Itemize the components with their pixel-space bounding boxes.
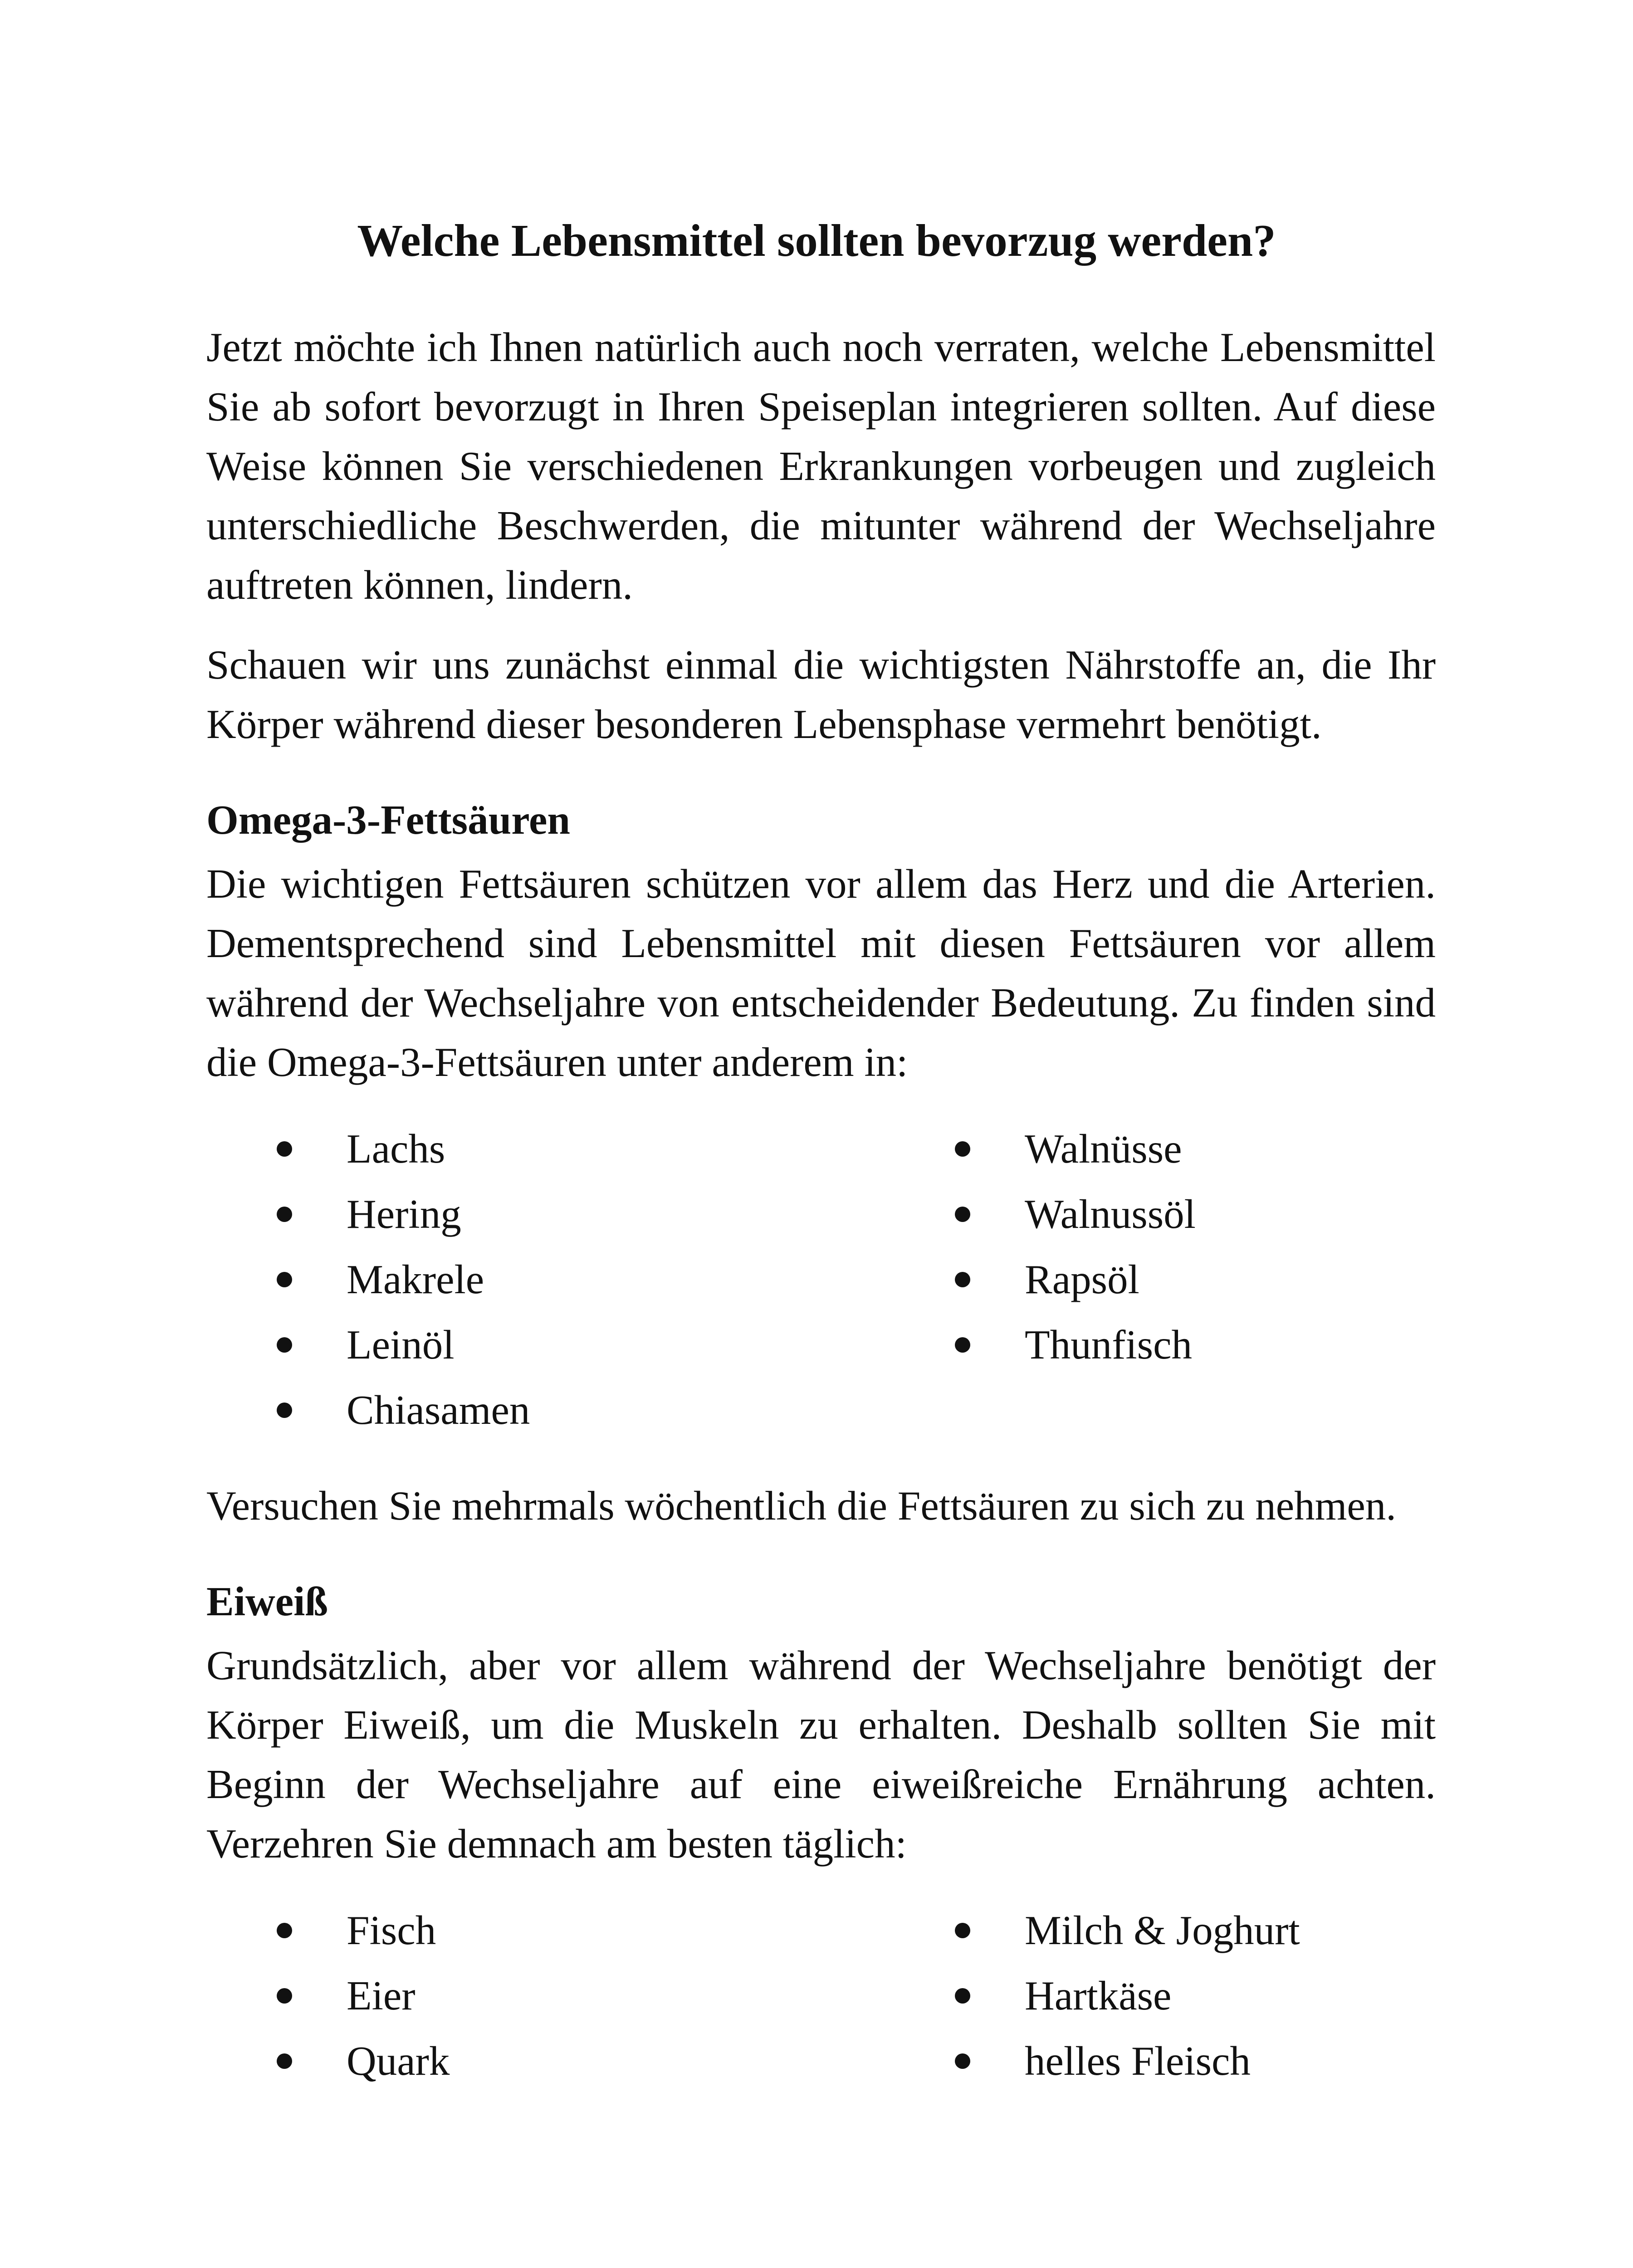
list-item [206, 1184, 885, 1244]
page-title: Welche Lebensmittel sollten bevorzug werden? [357, 215, 1276, 266]
bullet-icon [277, 1141, 292, 1157]
omega3-paragraph: Die wichtigen Fettsäuren schützen vor allem das Herz und die Arterien. Dementsprechend sind Lebensmittel mit diesen Fettsäuren vor allem während der Wechseljahre von entscheidender Bedeutung. Zu finden sind die Omega-3-Fettsäuren unter anderem in: [206, 861, 1436, 1085]
list-item-label: Walnüsse [1025, 1126, 1182, 1172]
list-item [206, 1901, 885, 1960]
bullet-icon [277, 1923, 292, 1938]
list-item [206, 1315, 885, 1374]
bullet-icon [955, 1337, 970, 1353]
list-item [885, 1184, 1436, 1244]
eiweiss-food-list [206, 1901, 1436, 2091]
bullet-icon [277, 1988, 292, 2004]
list-item [885, 1250, 1436, 1309]
intro-paragraph-1: Jetzt möchte ich Ihnen natürlich auch noch verraten, welche Lebensmittel Sie ab sofort bevorzugt in Ihren Speiseplan integrieren sollten. Auf diese Weise können Sie verschiedenen Erkrankungen vorbeugen und zugleich unterschiedliche Beschwerden, die mitunter während der Wechseljahre auftreten können, lindern. [206, 324, 1436, 608]
bullet-icon [955, 1272, 970, 1287]
bullet-icon [955, 2053, 970, 2069]
page-number [0, 2259, 1633, 2268]
intro-paragraph-2: Schauen wir uns zunächst einmal die wichtigsten Nährstoffe an, die Ihr Körper während dieser besonderen Lebensphase vermehrt benötigt. [206, 642, 1436, 747]
omega3-food-list [206, 1119, 1436, 1440]
bullet-icon [955, 1923, 970, 1938]
bullet-icon [955, 1988, 970, 2004]
list-item-label: Leinöl [347, 1322, 455, 1368]
list-item-label: Eier [347, 1973, 416, 2019]
list-item [206, 1966, 885, 2025]
bullet-icon [277, 1272, 292, 1287]
list-item-label: Lachs [347, 1126, 445, 1172]
eiweiss-paragraph: Grundsätzlich, aber vor allem während der Wechseljahre benötigt der Körper Eiweiß, um die Muskeln zu erhalten. Deshalb sollten Sie mit Beginn der Wechseljahre auf eine eiweißreiche Ernährung achten. Verzehren Sie demnach am besten täglich: [206, 1642, 1436, 1867]
list-item-label: Quark [347, 2038, 450, 2084]
page-content [206, 318, 1436, 2127]
list-item-label: Rapsöl [1025, 1256, 1139, 1302]
list-item [885, 1315, 1436, 1374]
list-item-label: Thunfisch [1025, 1322, 1192, 1368]
list-item-label: helles Fleisch [1025, 2038, 1251, 2084]
list-item-label: Chiasamen [347, 1387, 530, 1433]
list-item-label: Fisch [347, 1907, 436, 1953]
bullet-icon [277, 1403, 292, 1418]
bullet-icon [955, 1207, 970, 1222]
section-heading-eiweiss: Eiweiß [206, 1579, 328, 1624]
list-item [206, 2031, 885, 2091]
list-item [885, 2031, 1436, 2091]
list-item [885, 1119, 1436, 1178]
bullet-icon [277, 2053, 292, 2069]
bullet-icon [277, 1337, 292, 1353]
section-heading-omega3: Omega-3-Fettsäuren [206, 797, 570, 843]
list-item-label: Hartkäse [1025, 1973, 1172, 2019]
list-item [885, 1966, 1436, 2025]
list-item [206, 1250, 885, 1309]
list-item-label: Milch & Joghurt [1025, 1907, 1300, 1953]
list-item-label: Walnussöl [1025, 1191, 1196, 1237]
bullet-icon [277, 1207, 292, 1222]
list-item-label: Hering [347, 1191, 461, 1237]
bullet-icon [955, 1141, 970, 1157]
list-item [206, 1119, 885, 1178]
list-item-label: Makrele [347, 1256, 484, 1302]
list-item [206, 1380, 885, 1440]
omega3-closing-paragraph: Versuchen Sie mehrmals wöchentlich die Fettsäuren zu sich zu nehmen. [206, 1483, 1397, 1529]
list-item [885, 1901, 1436, 1960]
